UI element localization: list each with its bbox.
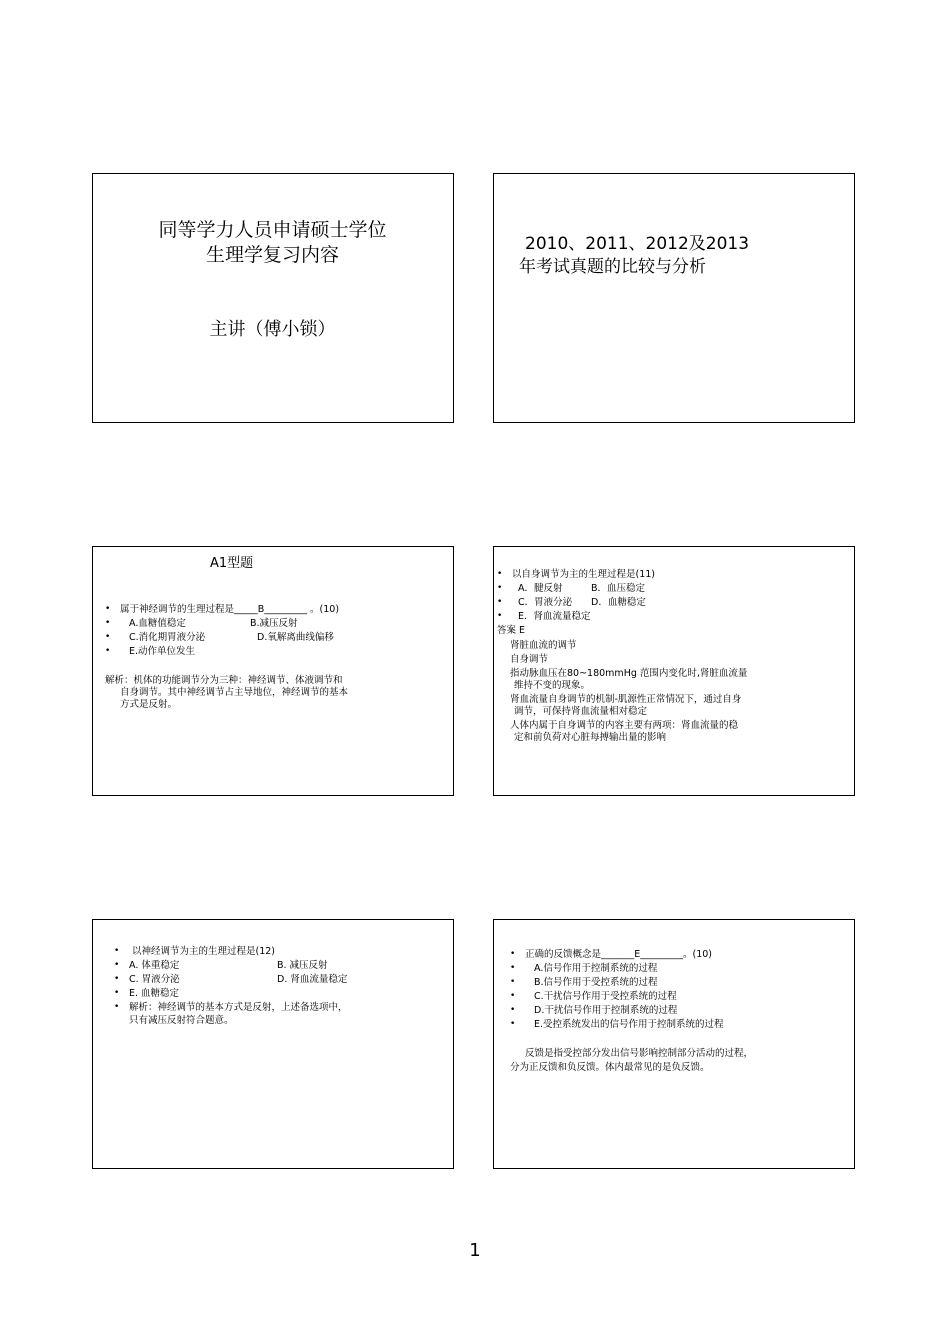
page-number: 1: [469, 1240, 481, 1261]
slide-3-question: 属于神经调节的生理过程是_____B_________ 。(10): [120, 604, 340, 615]
bullet: •: [497, 583, 503, 593]
slide-4-question: 以自身调节为主的生理过程是(11): [512, 569, 656, 580]
slide-2: [493, 173, 855, 423]
slide-5: [92, 919, 454, 1169]
slide-4-option-c: C．胃液分泌: [518, 597, 573, 608]
slide-4-option-e: E．肾血流量稳定: [518, 611, 591, 622]
bullet: •: [497, 597, 503, 607]
slide-3-analysis-line3: 方式是反射。: [120, 699, 178, 710]
slide-3-analysis-line2: 自身调节。其中神经调节占主导地位，神经调节的基本: [120, 687, 349, 698]
slide-1-lecturer: 主讲（傅小锁）: [209, 319, 336, 340]
bullet: •: [510, 963, 516, 973]
slide-4: [493, 546, 855, 796]
bullet: •: [497, 569, 503, 579]
slide-5-option-e: E. 血糖稳定: [129, 988, 180, 999]
slide-4-option-a: A．腱反射: [518, 583, 563, 594]
bullet: •: [510, 949, 516, 959]
slide-3-analysis-line1: 解析：机体的功能调节分为三种：神经调节、体液调节和: [105, 675, 343, 686]
slide-3-option-b: B.减压反射: [250, 618, 298, 629]
slide-6-explain-line2: 分为正反馈和负反馈。体内最常见的是负反馈。: [510, 1062, 710, 1073]
slide-5-option-c: C. 胃液分泌: [129, 974, 180, 985]
slide-3-option-d: D.氧解离曲线偏移: [257, 632, 334, 643]
slide-6-option-c: C.干扰信号作用于受控系统的过程: [534, 991, 677, 1002]
bullet: •: [510, 977, 516, 987]
slide-6-option-b: B.信号作用于受控系统的过程: [534, 977, 658, 988]
bullet: •: [114, 960, 120, 970]
slide-2-title-line1: 2010、2011、2012及2013: [525, 234, 750, 254]
slide-4-line2: 自身调节: [510, 654, 549, 665]
slide-3-option-c: C.消化期胃液分泌: [129, 632, 206, 643]
slide-2-title-line2: 年考试真题的比较与分析: [519, 257, 706, 277]
slide-4-line3a: 指动脉血压在80~180mmHg 范围内变化时,肾脏血流量: [510, 668, 748, 679]
slide-6-option-a: A.信号作用于控制系统的过程: [534, 963, 658, 974]
slide-5-option-a: A. 体重稳定: [129, 960, 180, 971]
slide-6: [493, 919, 855, 1169]
slide-6-explain-line1: 反馈是指受控部分发出信号影响控制部分活动的过程，: [525, 1048, 754, 1059]
slide-3-option-a: A.血糖值稳定: [129, 618, 186, 629]
slide-4-option-d: D．血糖稳定: [591, 597, 646, 608]
slide-5-option-b: B. 减压反射: [277, 960, 328, 971]
slide-6-option-d: D.干扰信号作用于控制系统的过程: [534, 1005, 678, 1016]
bullet: •: [510, 1005, 516, 1015]
bullet: •: [114, 946, 120, 956]
bullet: •: [114, 988, 120, 998]
slide-3-option-e: E.动作单位发生: [129, 646, 196, 657]
slide-5-question: 以神经调节为主的生理过程是(12): [132, 946, 276, 957]
slide-6-question: 正确的反馈概念是_______E_________。(10): [525, 949, 713, 960]
slide-4-line3b: 维持不变的现象。: [514, 680, 591, 691]
slide-1: [92, 173, 454, 423]
slide-5-option-d: D. 肾血流量稳定: [277, 974, 348, 985]
bullet: •: [105, 646, 111, 656]
slide-6-option-e: E.受控系统发出的信号作用于控制系统的过程: [534, 1019, 724, 1030]
slide-5-analysis-line2: 只有减压反射符合题意。: [129, 1015, 234, 1026]
slide-1-title-line2: 生理学复习内容: [205, 244, 339, 266]
slide-3-heading: A1型题: [210, 556, 254, 571]
slide-4-line1: 肾脏血流的调节: [510, 640, 577, 651]
bullet: •: [105, 618, 111, 628]
slide-4-option-b: B．血压稳定: [591, 583, 646, 594]
slide-5-analysis-line1: 解析：神经调节的基本方式是反射，上述备选项中，: [129, 1002, 348, 1013]
slide-4-answer: 答案 E: [497, 625, 526, 636]
bullet: •: [510, 1019, 516, 1029]
bullet: •: [114, 1002, 120, 1012]
slide-3: [92, 546, 454, 796]
slide-4-line4a: 肾血流量自身调节的机制-肌源性正常情况下，通过自身: [510, 694, 742, 705]
bullet: •: [510, 991, 516, 1001]
slide-4-line4b: 调节，可保持肾血流量相对稳定: [514, 706, 648, 717]
slide-4-line5b: 定和前负荷对心脏每搏输出量的影响: [514, 732, 667, 743]
slide-4-line5a: 人体内属于自身调节的内容主要有两项：肾血流量的稳: [510, 720, 739, 731]
bullet: •: [105, 632, 111, 642]
bullet: •: [497, 611, 503, 621]
bullet: •: [114, 974, 120, 984]
slide-1-title-line1: 同等学力人员申请硕士学位: [158, 219, 387, 241]
bullet: •: [105, 604, 111, 614]
